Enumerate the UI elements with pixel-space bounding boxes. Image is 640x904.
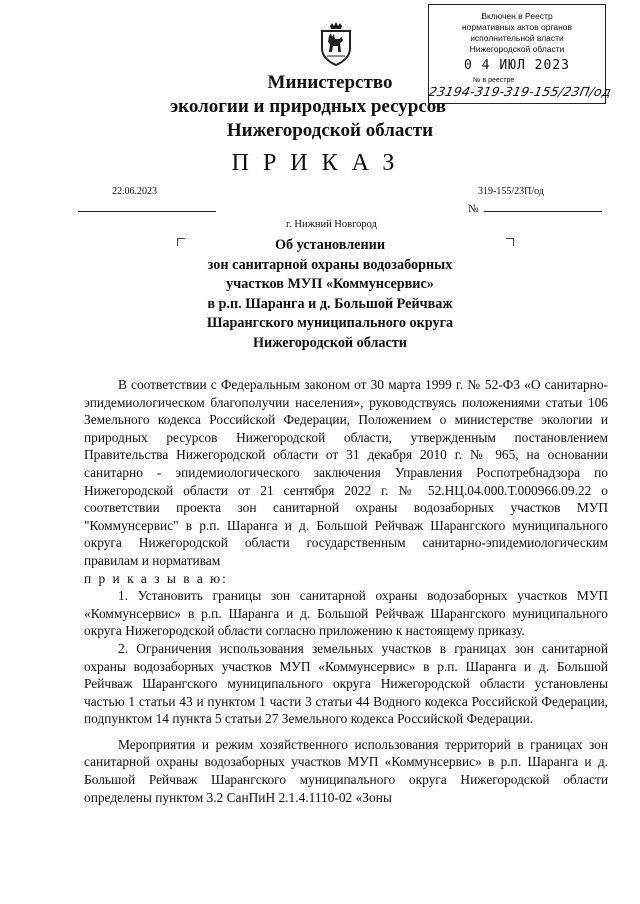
stamp-registry-label: № в реестре [473, 77, 515, 84]
order-number: 319-155/23П/од [478, 186, 544, 197]
ministry-name-line: Министерство [267, 72, 393, 93]
coat-of-arms-icon [319, 22, 353, 66]
preamble-paragraph: В соответствии с Федеральным законом от 30 марта 1999 г. № 52-ФЗ «О санитарно-эпидемиологическом благополучии населения», руководствуясь положениями статьи 106 Земельного кодекса Российской Федерации, Положением о министерстве экологии и природных ресурсов Нижегородской области, утвержденным постановлением Правительства Нижегородской области от 31 декабря 2010 г. № 965, на основании санитарно - эпидемиологического заключения Управления Роспотребнадзора по Нижегородской области от 21 сентября 2022 г. № 52.НЦ.04.000.Т.000966.09.22 о соответствии проекта зон санитарной охраны водозаборных участков МУП "Коммунсервис" в р.п. Шаранга и д. Большой Рейчваж Шарангского муниципального округа Нижегородской области государственным санитарно-эпидемиологическим правилам и нормативам [84, 377, 608, 568]
subject-line: Нижегородской области [253, 334, 407, 351]
order-subject [160, 236, 500, 353]
stamp-line: Нижегородской области [469, 44, 565, 54]
number-sign: № [468, 203, 479, 215]
ministry-name-line: экологии и природных ресурсов [169, 96, 447, 117]
subject-line: в р.п. Шаранга и д. Большой Рейчваж [207, 295, 453, 312]
number-underline [484, 211, 602, 212]
order-item-2: 2. Ограничения использования земельных участков в границах зон санитарной охраны водозаборных участков МУП «Коммунсервис» в р.п. Шаранга и д. Большой Рейчваж Шарангского муниципального округа Нижегородской области установлены частью 1 статьи 43 и пунктом 1 части 3 статьи 44 Водного кодекса Российской Федерации, подпунктом 14 пункта 5 статьи 27 Земельного кодекса Российской Федерации. [84, 640, 608, 727]
document-title: ПРИКАЗ [231, 150, 409, 176]
order-date: 22.06.2023 [112, 186, 157, 197]
city-name: г. Нижний Новгород [286, 219, 377, 230]
order-body [84, 376, 608, 806]
stamp-line: Включен в Реестр [481, 11, 553, 21]
order-item-1: 1. Установить границы зон санитарной охраны водозаборных участков МУП «Коммунсервис» в р.п. Шаранга и д. Большой Рейчваж Шарангского муниципального округа Нижегородской области согласно приложению к настоящему приказу. [84, 588, 608, 639]
paragraph-3: Мероприятия и режим хозяйственного использования территорий в границах зон санитарной охраны водозаборных участков МУП «Коммунсервис» в р.п. Шаранга и д. Большой Рейчваж Шарангского муниципального округа Нижегородской области определены пунктом 3.2 СанПиН 2.1.4.1110-02 «Зоны [84, 736, 608, 805]
date-underline [78, 211, 216, 212]
subject-line: зон санитарной охраны водозаборных [207, 256, 453, 273]
subject-line: Об установлении [274, 237, 386, 253]
ministry-name-line: Нижегородской области [226, 120, 434, 141]
stamp-registry-number: 23194-319-319-155/23П/од [427, 84, 613, 99]
stamp-date: 0 4 ИЮЛ 2023 [464, 58, 570, 73]
order-word: п р и к а з ы в а ю: [84, 570, 228, 586]
stamp-line: нормативных актов органов [461, 22, 573, 32]
subject-line: участков МУП «Коммунсервис» [226, 276, 434, 292]
stamp-line: исполнительной власти [470, 33, 564, 43]
subject-corner-right [506, 238, 514, 246]
subject-line: Шарангского муниципального округа [206, 315, 454, 331]
